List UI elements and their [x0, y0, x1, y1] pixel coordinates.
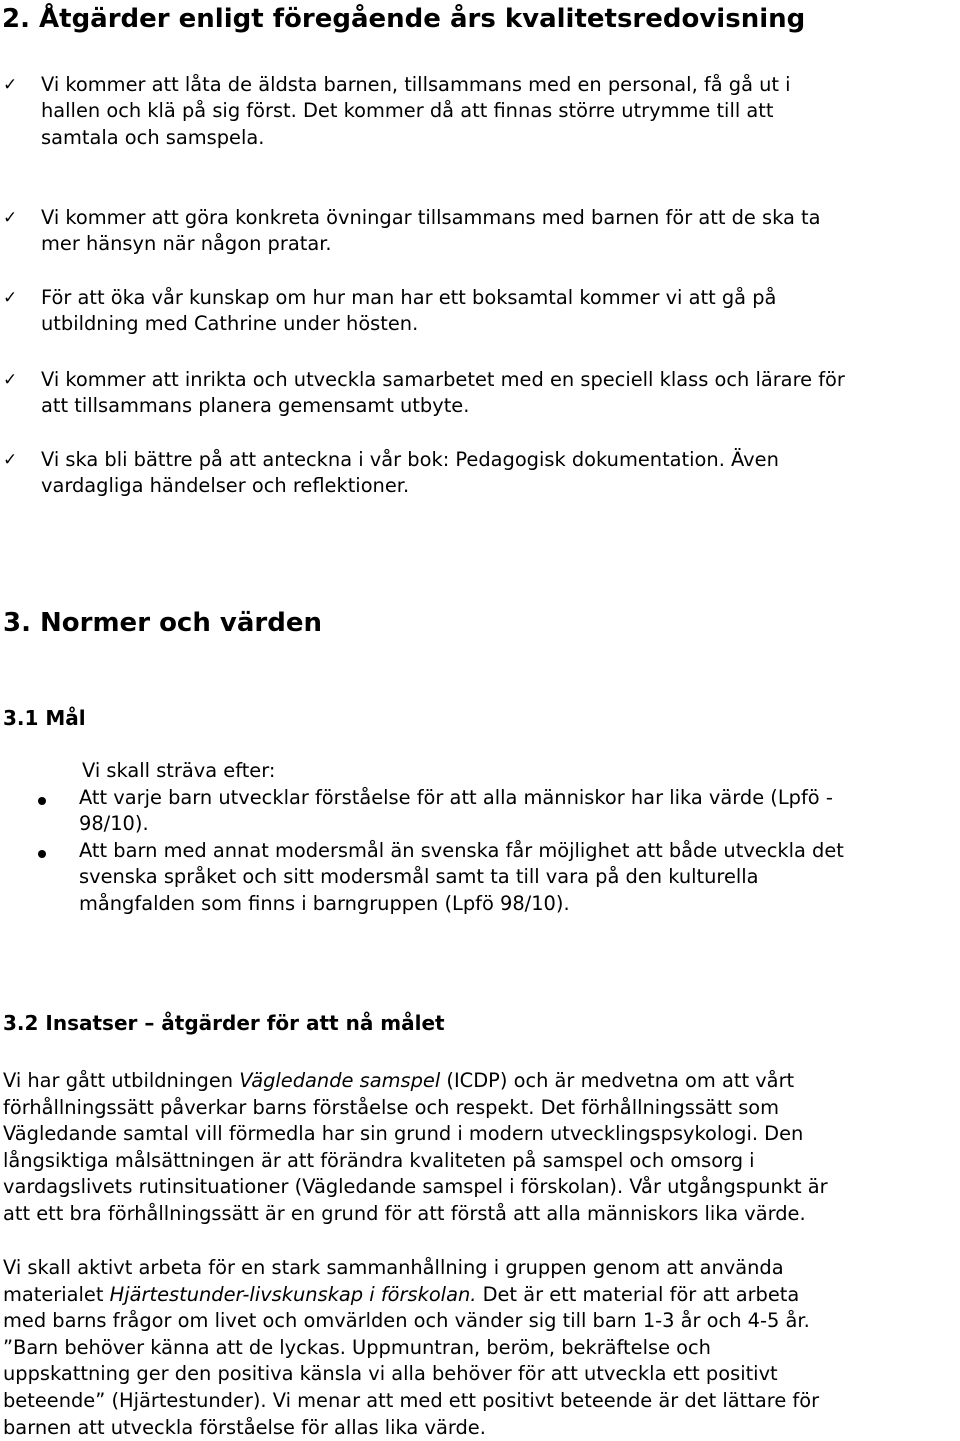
check-item-text: Vi ska bli bättre på att anteckna i vår bok: Pedagogisk dokumentation. Även vardagliga händelser och reflektioner.: [41, 448, 779, 498]
checkmark-icon: ✓: [3, 75, 18, 95]
goal-bullet-text: Att barn med annat modersmål än svenska får möjlighet att både utveckla det svenska språket och sitt modersmål samt ta till vara på den kulturella mångfalden som finns i barngruppen (Lpfö 98/10).: [79, 839, 844, 915]
paragraph-text: (ICDP) och är medvetna om att vårt förhållningssätt påverkar barns förståelse och respekt. Det förhållningssätt som Vägledande samtal vill förmedla har sin grund i modern utvecklingspsykologi. Den långsiktiga målsättningen är att förändra kvaliteten på samspel och omsorg i vardagslivets rutinsituationer (Vägledande samspel i förskolan). Vår utgångspunkt är att ett bra förhållningssätt är en grund för att förstå att alla människors lika värde.: [3, 1069, 828, 1225]
goal-bullet-text: Att varje barn utvecklar förståelse för att alla människor har lika värde (Lpfö - 98/10).: [79, 786, 833, 836]
bullet-icon: [38, 797, 46, 805]
paragraph-icdp: [3, 1068, 958, 1228]
goals-intro: Vi skall sträva efter:: [82, 759, 276, 782]
check-item-text: Vi kommer att göra konkreta övningar tillsammans med barnen för att de ska ta mer hänsyn när någon pratar.: [41, 206, 821, 256]
check-item-text: Vi kommer att inrikta och utveckla samarbetet med en speciell klass och lärare för att tillsammans planera gemensamt utbyte.: [41, 368, 845, 418]
section-2-heading: 2. Åtgärder enligt föregående års kvalitetsredovisning: [2, 4, 806, 34]
paragraph-italic-title: Vägledande samspel: [239, 1069, 441, 1092]
checkmark-icon: ✓: [3, 370, 18, 390]
section-3-2-heading: 3.2 Insatser – åtgärder för att nå målet: [3, 1011, 445, 1035]
paragraph-text: Vi har gått utbildningen: [3, 1069, 240, 1092]
check-item-text: För att öka vår kunskap om hur man har ett boksamtal kommer vi att gå på utbildning med Cathrine under hösten.: [41, 286, 777, 336]
checkmark-icon: ✓: [3, 208, 18, 228]
paragraph-italic-title: Hjärtestunder-livskunskap i förskolan.: [109, 1282, 477, 1306]
paragraph-text: Det är ett material för att arbeta med barns frågor om livet och omvärlden och vänder sig till barn 1-3 år och 4-5 år. ”Barn behöver känna att de lyckas. Uppmuntran, beröm, bekräftelse och uppskattning ger den positiva känsla vi alla behöver för att utveckla ett positivt beteende” (Hjärtestunder). Vi menar att med ett positivt beteende är det lättare för barnen att utveckla förståelse för allas lika värde.: [3, 1282, 820, 1439]
paragraph-text: Vi skall aktivt arbeta för en stark sammanhållning i gruppen genom att använda materialet: [3, 1256, 784, 1306]
paragraph-hjartestunder: [3, 1255, 958, 1441]
checkmark-icon: ✓: [3, 450, 18, 470]
section-3-heading: 3. Normer och värden: [3, 608, 322, 638]
checkmark-icon: ✓: [3, 288, 18, 308]
bullet-icon: [38, 850, 46, 858]
check-item-text: Vi kommer att låta de äldsta barnen, tillsammans med en personal, få gå ut i hallen och klä på sig först. Det kommer då att finnas större utrymme till att samtala och samspela.: [41, 73, 791, 149]
section-3-1-heading: 3.1 Mål: [3, 706, 86, 730]
